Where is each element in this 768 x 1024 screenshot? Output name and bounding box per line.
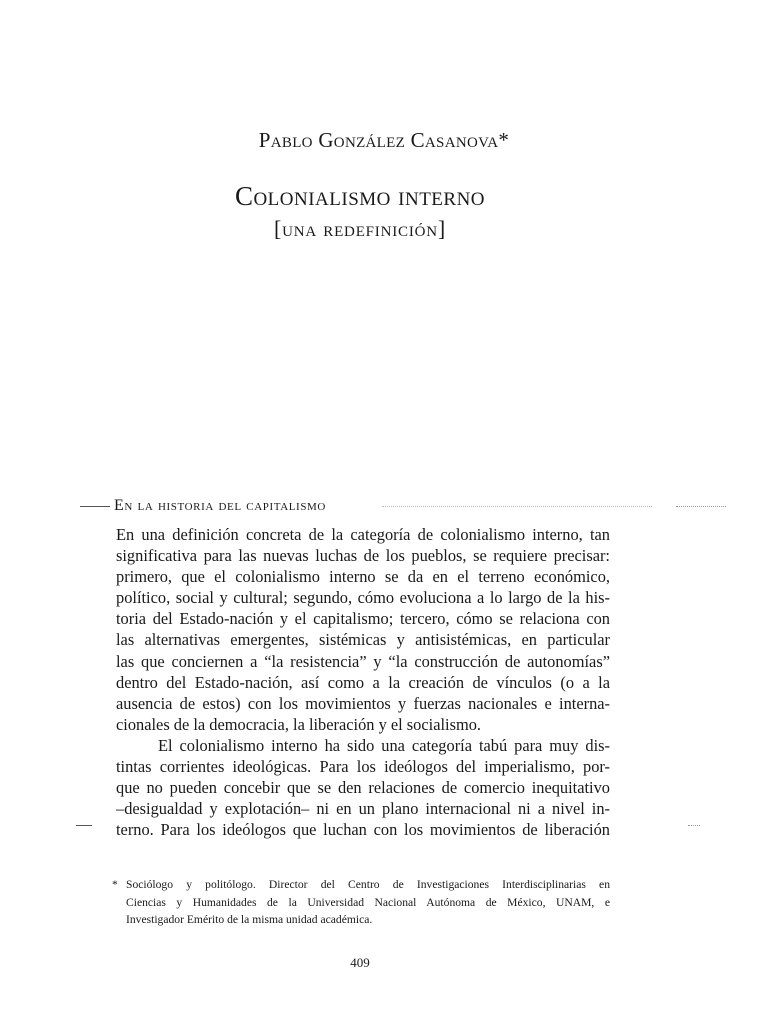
footnote-line: Sociólogo y politólogo. Director del Centro de Investigaciones Interdisciplinarias en [126, 878, 610, 891]
text-line: las que conciernen a “la resistencia” y “la construcción de autonomías” [116, 651, 610, 671]
text-line: político, social y cultural; segundo, cómo evoluciona a lo largo de la his- [116, 588, 610, 608]
body-text [116, 524, 610, 840]
text-line: las alternativas emergentes, sistémicas y antisistémicas, en particular [116, 630, 610, 650]
footnote-mark: * [112, 878, 118, 891]
text-line: tintas corrientes ideológicas. Para los ideólogos del imperialismo, por- [116, 757, 610, 777]
footnote-line: Ciencias y Humanidades de la Universidad Nacional Autónoma de México, UNAM, e [126, 895, 610, 909]
chapter-title: Colonialismo interno [234, 181, 486, 211]
scan-artifact-dots [688, 825, 700, 827]
page-number: 409 [350, 955, 370, 970]
section-heading: En la historia del capitalismo [114, 497, 326, 514]
text-line: significativa para las nuevas luchas de los pueblos, se requiere precisar: [116, 546, 610, 566]
scan-artifact-dots [676, 506, 726, 508]
scan-artifact-dash [80, 506, 110, 507]
footnote-line: Investigador Emérito de la misma unidad académica. [126, 913, 373, 926]
text-line: cionales de la democracia, la liberación y el socialismo. [116, 714, 481, 734]
paragraph-1 [116, 524, 610, 735]
footnote [112, 876, 610, 929]
text-line: que no pueden concebir que se den relaciones de comercio inequitativo [116, 778, 610, 798]
text-line: ausencia de estos) con los movimientos y fuerzas nacionales e interna- [116, 693, 610, 713]
paragraph-2 [116, 735, 610, 840]
scan-artifact-dash [76, 825, 92, 826]
text-line: terno. Para los ideólogos que luchan con los movimientos de liberación [116, 820, 610, 840]
author-name: Pablo González Casanova* [258, 128, 510, 152]
text-line: primero, que el colonialismo interno se da en el terreno económico, [116, 567, 610, 587]
text-line: El colonialismo interno ha sido una categoría tabú para muy dis- [158, 735, 610, 755]
scan-artifact-dots [382, 506, 652, 508]
text-line: dentro del Estado-nación, así como a la creación de vínculos (o a la [116, 672, 610, 692]
chapter-subtitle: [una redefinición] [273, 216, 447, 241]
text-line: toria del Estado-nación y el capitalismo; tercero, cómo se relaciona con [116, 609, 610, 629]
text-line: –desigualdad y explotación– ni en un plano internacional ni a nivel in- [116, 799, 610, 819]
text-line: En una definición concreta de la categoría de colonialismo interno, tan [116, 525, 610, 544]
